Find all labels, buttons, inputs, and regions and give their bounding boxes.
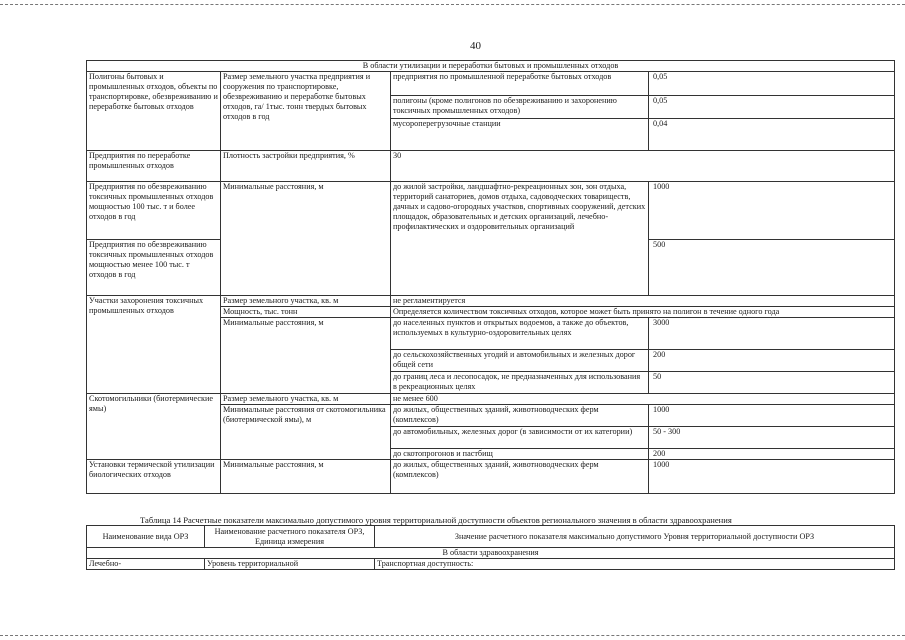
type-cell: до жилой застройки, ландшафтно-рекреационных зон, зон отдыха, территорий санаториев, домов отдыха, садоводческих товариществ, дачных и садово-огородных участков, спортивных сооружений, детских площадок, образовательных и детских организаций, лечебно-профилактических и оздоровительных организаций: [391, 182, 649, 296]
value-cell: не регламентируется: [391, 296, 895, 307]
value-cell: 200: [649, 350, 895, 372]
value-cell: 0,05: [649, 96, 895, 119]
parameter-cell: Размер земельного участка предприятия и сооружения по транспортировке, обезвреживанию и переработке бытовых отходов, га/ 1тыс. тонн твердых бытовых отходов в год: [221, 72, 391, 151]
healthcare-accessibility-table: [86, 525, 895, 570]
type-cell: до границ леса и лесопосадок, не предназначенных для использования в рекреационных целях: [391, 372, 649, 394]
section-header: В области утилизации и переработки бытовых и промышленных отходов: [87, 61, 895, 72]
value-cell: 200: [649, 449, 895, 460]
column-header: Значение расчетного показателя максимально допустимого Уровня территориальной доступности ОРЗ: [375, 526, 895, 548]
type-cell: полигоны (кроме полигонов по обезвреживанию и захоронению токсичных промышленных отходов): [391, 96, 649, 119]
value-cell: 1000: [649, 460, 895, 494]
object-cell: Предприятия по обезвреживанию токсичных промышленных отходов мощностью менее 100 тыс. т отходов в год: [87, 240, 221, 296]
object-cell: Установки термической утилизации биологических отходов: [87, 460, 221, 494]
object-cell: Участки захоронения токсичных промышленных отходов: [87, 296, 221, 394]
type-cell: мусороперегрузочные станции: [391, 119, 649, 151]
value-cell: 500: [649, 240, 895, 296]
column-header: Наименование расчетного показателя ОРЗ, Единица измерения: [205, 526, 375, 548]
value-cell: 30: [391, 151, 895, 182]
value-cell: 1000: [649, 182, 895, 240]
type-cell: до скотопрогонов и пастбищ: [391, 449, 649, 460]
column-header: Наименование вида ОРЗ: [87, 526, 205, 548]
value-cell: 0,04: [649, 119, 895, 151]
parameter-cell: Мощность, тыс. тонн: [221, 307, 391, 318]
section-header: В области здравоохранения: [87, 548, 895, 559]
object-cell: Полигоны бытовых и промышленных отходов, объекты по транспортировке, обезвреживанию и переработке бытовых отходов: [87, 72, 221, 151]
top-scan-border: [0, 4, 905, 6]
table-cell: Лечебно-: [87, 559, 205, 570]
parameter-cell: Минимальные расстояния, м: [221, 318, 391, 394]
object-cell: Предприятия по обезвреживанию токсичных промышленных отходов мощностью 100 тыс. т и более отходов в год: [87, 182, 221, 240]
value-cell: 50: [649, 372, 895, 394]
value-cell: Определяется количеством токсичных отходов, которое может быть принято на полигон в течение одного года: [391, 307, 895, 318]
bottom-scan-border: [0, 635, 905, 637]
type-cell: до жилых, общественных зданий, животноводческих ферм (комплексов): [391, 405, 649, 427]
object-cell: Скотомогильники (биотермические ямы): [87, 394, 221, 460]
table-cell: Транспортная доступность:: [375, 559, 895, 570]
parameter-cell: Минимальные расстояния от скотомогильника (биотермической ямы), м: [221, 405, 391, 460]
parameter-cell: Плотность застройки предприятия, %: [221, 151, 391, 182]
type-cell: до жилых, общественных зданий, животноводческих ферм (комплексов): [391, 460, 649, 494]
type-cell: предприятия по промышленной переработке бытовых отходов: [391, 72, 649, 96]
value-cell: 3000: [649, 318, 895, 350]
type-cell: до сельскохозяйственных угодий и автомобильных и железных дорог общей сети: [391, 350, 649, 372]
value-cell: не менее 600: [391, 394, 895, 405]
parameter-cell: Минимальные расстояния, м: [221, 460, 391, 494]
parameter-cell: Размер земельного участка, кв. м: [221, 296, 391, 307]
type-cell: до автомобильных, железных дорог (в зависимости от их категории): [391, 427, 649, 449]
table-caption: Таблица 14 Расчетные показатели максимально допустимого уровня территориальной доступности объектов регионального значения в области здравоохранения: [140, 515, 732, 525]
waste-utilization-table: [86, 60, 895, 494]
value-cell: 50 - 300: [649, 427, 895, 449]
parameter-cell: Минимальные расстояния, м: [221, 182, 391, 296]
type-cell: до населенных пунктов и открытых водоемов, а также до объектов, используемых в культурно-оздоровительных целях: [391, 318, 649, 350]
table-cell: Уровень территориальной: [205, 559, 375, 570]
page-number: 40: [470, 40, 481, 52]
object-cell: Предприятия по переработке промышленных отходов: [87, 151, 221, 182]
value-cell: 0,05: [649, 72, 895, 96]
value-cell: 1000: [649, 405, 895, 427]
parameter-cell: Размер земельного участка, кв. м: [221, 394, 391, 405]
